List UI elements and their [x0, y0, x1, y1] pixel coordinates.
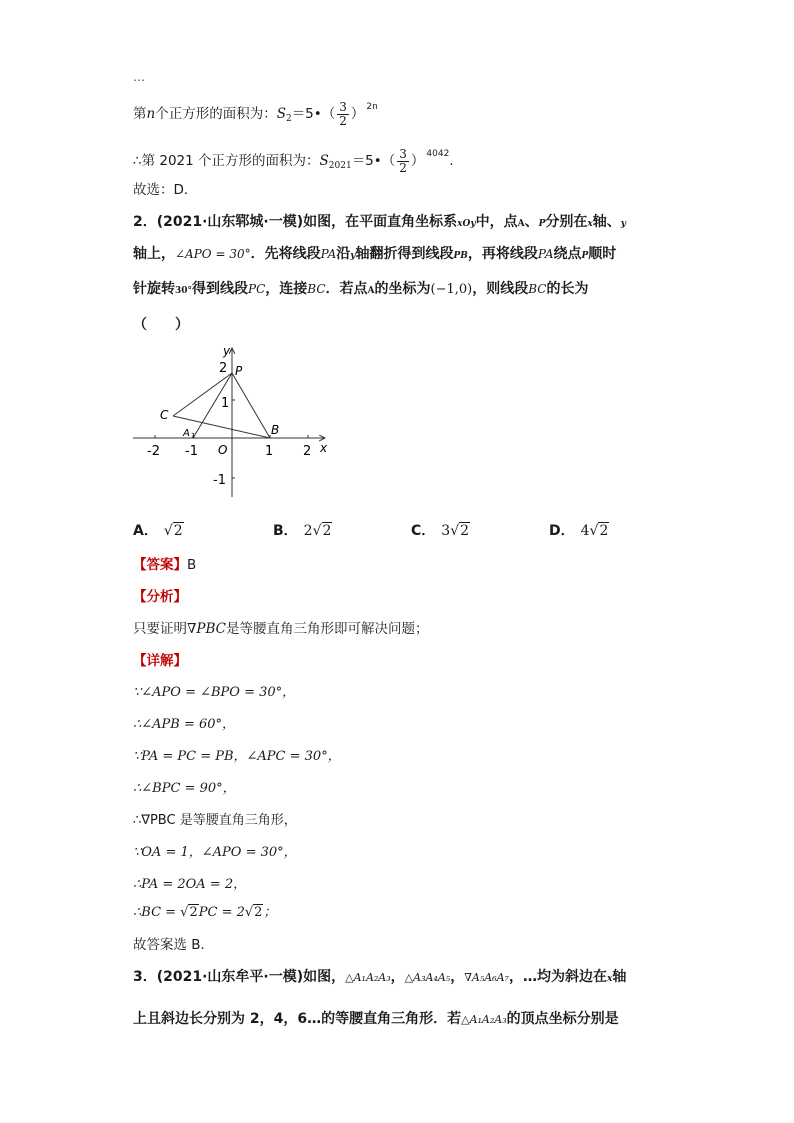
text: ， — [390, 969, 405, 985]
bc-var: BC — [528, 282, 547, 296]
fraction: $\frac{3}{2}$ — [339, 99, 347, 128]
text: 的顶点坐标分别是 — [506, 1011, 619, 1027]
text: ） — [350, 106, 365, 122]
answer-tag: 【答案】 — [133, 557, 187, 573]
sqrt-expr: 4√2 — [580, 523, 609, 539]
coordinate-figure — [125, 345, 345, 505]
text: 只要证明 — [133, 621, 187, 637]
text: ∴第 2021 个正方形的面积为： — [133, 153, 320, 169]
segment-pb — [232, 373, 270, 438]
detail-step-7: ∴PA = 2OA = 2， — [133, 877, 247, 892]
text: ，连接 — [265, 281, 308, 297]
detail-step-2: ∴∠APB = 60°， — [133, 717, 236, 732]
triangle-pbc: ∇PBC — [187, 621, 227, 637]
text: 个正方形的面积为： — [155, 106, 277, 122]
text: ．先将线段 — [250, 246, 321, 262]
exponent: 4042 — [426, 149, 450, 159]
triangle-a1a2a3: △A₁A₂A₃ — [345, 971, 391, 984]
detail-tag-line — [133, 652, 187, 670]
label-x: x — [320, 441, 328, 455]
triangle-a5a6a7: ∇A₅A₆A₇ — [464, 971, 509, 984]
detail-step-3: ∵PA = PC = PB，∠APC = 30°， — [133, 749, 341, 764]
tick-x-neg1: -1 — [185, 444, 198, 459]
detail-tag: 【详解】 — [133, 653, 187, 669]
a-var: A — [517, 219, 525, 229]
text: PC = 2 — [198, 905, 245, 920]
p-var: P — [538, 219, 546, 229]
text: 如图， — [303, 969, 346, 985]
subscript: 2 — [285, 114, 292, 124]
x-var: x — [606, 974, 613, 984]
tick-y-neg1: -1 — [213, 473, 226, 488]
text: 沿 — [336, 246, 351, 262]
s-var: S — [319, 153, 329, 169]
text: ＝5•（ — [351, 153, 396, 169]
y-var: y — [350, 251, 356, 261]
x-var: x — [587, 219, 593, 229]
tick-x-2: 2 — [303, 444, 312, 459]
text: 、 — [524, 214, 539, 230]
option-key: A． — [133, 523, 158, 539]
angle-apo: ∠APO = 30° — [175, 247, 251, 261]
answer-value: B — [187, 557, 197, 573]
q2-line-3 — [133, 280, 588, 300]
nth-square-area-line — [133, 98, 378, 128]
deg-30: 30° — [175, 286, 193, 296]
text: ； — [263, 905, 277, 920]
label-c: C — [160, 408, 169, 422]
q3-header: 3．(2021·山东牟平·一模) — [133, 969, 304, 985]
analysis-tag-line — [133, 588, 187, 606]
triangle-a3a4a5: △A₃A₄A₅ — [404, 971, 451, 984]
a-var: A — [367, 286, 375, 296]
analysis-text — [133, 620, 429, 638]
label-p: P — [235, 364, 243, 378]
text: . — [449, 153, 454, 169]
detail-step-5: ∴∇PBC 是等腰直角三角形， — [133, 813, 297, 828]
tick-y-2: 2 — [219, 361, 228, 376]
option-key: B． — [273, 523, 298, 539]
text: 轴翻折得到线段 — [355, 246, 454, 262]
label-o: O — [218, 443, 228, 457]
text: 如图，在平面直角坐标系 — [303, 214, 458, 230]
text: ，…均为斜边在 — [508, 969, 607, 985]
tick-x-neg2: -2 — [147, 444, 160, 459]
text: 绕点 — [553, 246, 582, 262]
label-a: A — [183, 428, 190, 439]
sqrt-expr: 2√2 — [303, 523, 332, 539]
text: 分别在 — [545, 214, 588, 230]
text: 轴上， — [133, 246, 175, 262]
text: ∴BC = — [133, 905, 181, 920]
triangle-a1a2a3: △A₁A₂A₃ — [461, 1013, 507, 1026]
exponent: 2n — [366, 102, 378, 112]
answer-line — [133, 556, 196, 574]
label-b: B — [271, 423, 280, 437]
text: 是等腰直角三角形即可解决问题； — [226, 621, 429, 637]
option-key: C． — [411, 523, 436, 539]
2021-square-area-line — [133, 145, 454, 175]
n-var: n — [146, 106, 156, 122]
pa-var: PA — [320, 247, 337, 261]
q3-line-2 — [133, 1010, 619, 1029]
pb-var: PB — [453, 251, 468, 261]
pc-var: PC — [248, 282, 266, 296]
text: ） — [410, 153, 425, 169]
text: 轴、 — [592, 214, 621, 230]
detail-step-1: ∵∠APO = ∠BPO = 30°， — [133, 685, 296, 700]
text: 第 — [133, 106, 147, 122]
tick-y-1: 1 — [221, 396, 230, 411]
option-key: D． — [549, 523, 575, 539]
text: 上且斜边长分别为 2，4，6…的等腰直角三角形．若 — [133, 1011, 462, 1027]
q3-line-1 — [133, 968, 626, 988]
analysis-tag: 【分析】 — [133, 589, 187, 605]
option-a[interactable] — [133, 520, 184, 540]
sqrt-expr: 3√2 — [441, 523, 470, 539]
s-var: S — [276, 106, 286, 122]
q2-line-1 — [133, 213, 626, 233]
text: 的坐标为 — [374, 281, 431, 297]
text: ， — [450, 969, 465, 985]
pa-var: PA — [537, 247, 554, 261]
detail-step-8: ∴BC = √2PC = 2√2； — [133, 905, 277, 920]
text: 得到线段 — [192, 281, 249, 297]
p-var: P — [581, 251, 589, 261]
detail-conclusion: 故答案选 B． — [133, 937, 215, 953]
label-a-sub: 1 — [191, 432, 196, 440]
q2-header: 2．(2021·山东郓城·一模) — [133, 214, 304, 230]
subscript: 2021 — [328, 161, 352, 171]
detail-step-4: ∴∠BPC = 90°， — [133, 781, 236, 796]
text: 针旋转 — [133, 281, 175, 297]
q2-line-2 — [133, 245, 616, 265]
option-c[interactable] — [411, 520, 470, 540]
sqrt-expr: √2 — [163, 523, 183, 539]
coord: (−1,0) — [430, 282, 473, 297]
text: 的长为 — [546, 281, 589, 297]
y-var: y — [620, 219, 626, 229]
text: ，则线段 — [472, 281, 529, 297]
text: ＝5•（ — [291, 106, 336, 122]
text: ，再将线段 — [467, 246, 538, 262]
option-b[interactable] — [273, 520, 332, 540]
text: ．若点 — [325, 281, 368, 297]
detail-step-6: ∵OA = 1，∠APO = 30°， — [133, 845, 297, 860]
fraction: $\frac{3}{2}$ — [399, 146, 407, 175]
bc-var: BC — [307, 282, 326, 296]
xoy-var: xOy — [457, 219, 476, 229]
text: 中，点 — [475, 214, 518, 230]
tick-x-1: 1 — [265, 444, 274, 459]
text: 顺时 — [588, 246, 617, 262]
q2-paren: （ ） — [133, 317, 189, 333]
option-d[interactable] — [549, 520, 609, 540]
label-y: y — [223, 345, 231, 358]
text: 轴 — [612, 969, 627, 985]
ellipsis: … — [133, 70, 145, 84]
choose-d-line: 故选：D． — [133, 182, 198, 198]
